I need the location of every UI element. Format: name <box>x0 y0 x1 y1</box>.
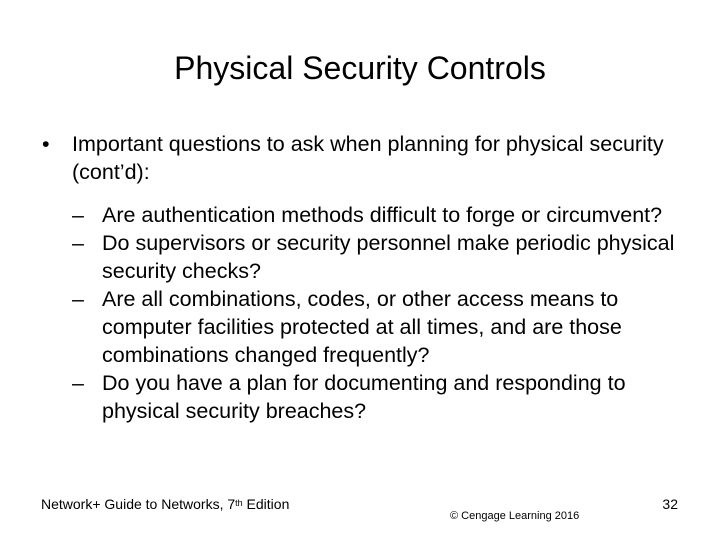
sub-bullet-list <box>72 201 692 425</box>
sub-bullet-text: Are all combinations, codes, or other access means to computer facilities protected at all times, and are those combinations changed frequently? <box>102 287 622 367</box>
sub-bullet-text: Do supervisors or security personnel make periodic physical security checks? <box>102 231 675 283</box>
page-number: 32 <box>662 496 678 512</box>
sub-bullet-text: Are authentication methods difficult to forge or circumvent? <box>102 203 663 227</box>
sub-bullet-item <box>72 285 692 369</box>
footer-copyright: © Cengage Learning 2016 <box>450 510 580 522</box>
sub-bullet-item <box>72 229 692 285</box>
sub-bullet-item <box>72 201 692 229</box>
sub-bullet-item <box>72 369 692 425</box>
edition-suffix: th <box>235 498 243 508</box>
edition-word: Edition <box>242 496 290 512</box>
book-title-text: Network+ Guide to Networks, 7 <box>41 496 236 512</box>
footer-book-title <box>41 495 289 513</box>
sub-bullet-dash: – <box>72 203 84 227</box>
sub-bullet-text: Do you have a plan for documenting and responding to physical security breaches? <box>102 371 626 423</box>
bullet-marker: • <box>42 132 50 156</box>
slide-title: Physical Security Controls <box>174 50 546 86</box>
main-bullet <box>42 130 682 186</box>
sub-bullet-dash: – <box>72 287 84 311</box>
sub-bullet-dash: – <box>72 371 84 395</box>
main-bullet-text: Important questions to ask when planning for physical security (cont’d): <box>72 132 664 184</box>
sub-bullet-dash: – <box>72 231 84 255</box>
